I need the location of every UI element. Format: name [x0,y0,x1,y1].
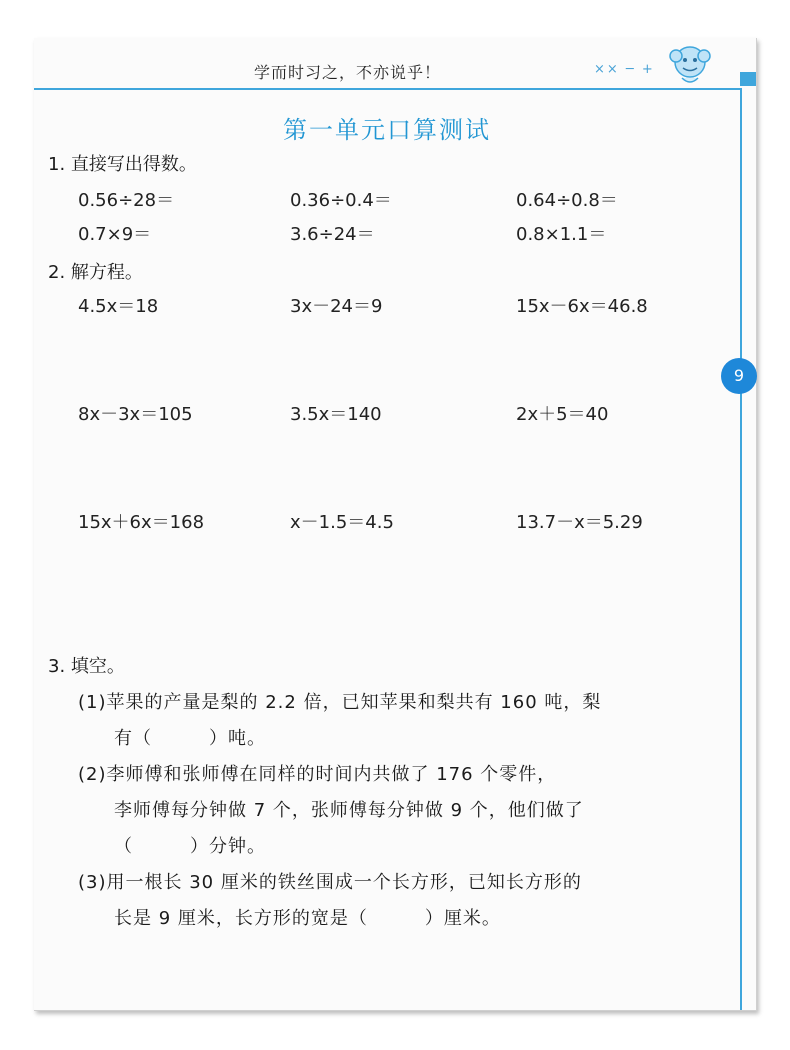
equation: 2x＋5＝40 [516,404,609,425]
fill-blank-line: 长是 9 厘米，长方形的宽是（ ）厘米。 [114,908,501,929]
page-number-badge: 9 [721,358,757,394]
calc-problem: 0.36÷0.4＝ [290,190,392,211]
calc-problem: 0.7×9＝ [78,224,152,245]
header-rule [34,88,740,90]
side-rule [740,88,742,1010]
section-3-heading: 3. 填空。 [48,656,125,677]
fill-blank-line: (3)用一根长 30 厘米的铁丝围成一个长方形，已知长方形的 [78,872,582,893]
fill-blank-line: (2)李师傅和张师傅在同样的时间内共做了 176 个零件， [78,764,557,785]
fill-blank-line: 有（ ）吨。 [114,728,266,749]
equation: 15x－6x＝46.8 [516,296,648,317]
worksheet-page [34,38,757,1011]
header-accent-bar [740,72,756,86]
calc-problem: 0.8×1.1＝ [516,224,607,245]
calc-problem: 3.6÷24＝ [290,224,375,245]
section-2-heading: 2. 解方程。 [48,262,143,283]
monkey-mascot-icon [660,42,720,88]
equation: x－1.5＝4.5 [290,512,394,533]
equation: 3.5x＝140 [290,404,382,425]
fill-blank-line: （ ）分钟。 [114,836,266,857]
fill-blank-line: 李师傅每分钟做 7 个，张师傅每分钟做 9 个，他们做了 [114,800,584,821]
equation: 4.5x＝18 [78,296,159,317]
calc-problem: 0.64÷0.8＝ [516,190,618,211]
page-title: 第一单元口算测试 [283,116,491,144]
fill-blank-line: (1)苹果的产量是梨的 2.2 倍，已知苹果和梨共有 160 吨，梨 [78,692,602,713]
equation: 3x－24＝9 [290,296,383,317]
equation: 13.7－x＝5.29 [516,512,643,533]
calc-problem: 0.56÷28＝ [78,190,175,211]
math-symbols-decoration: ×× ─ + [594,62,655,77]
header-motto: 学而时习之，不亦说乎！ [254,63,442,82]
section-1-heading: 1. 直接写出得数。 [48,154,197,175]
equation: 8x－3x＝105 [78,404,193,425]
equation: 15x＋6x＝168 [78,512,205,533]
